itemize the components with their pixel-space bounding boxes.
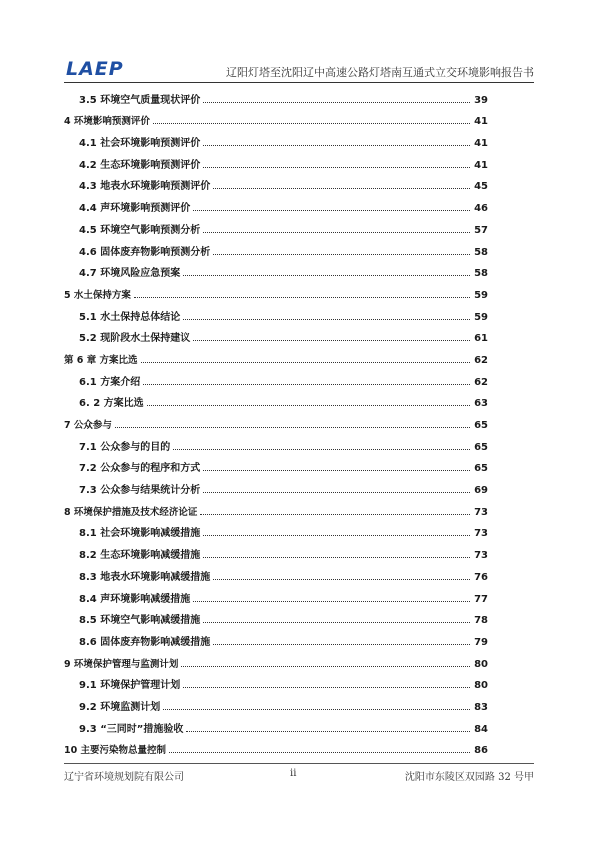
toc-leader-dots [203,622,470,623]
toc-entry-label: 4.2 生态环境影响预测评价 [79,159,201,171]
toc-entry-label: 8.2 生态环境影响减缓措施 [79,550,201,562]
toc-entry[interactable] [64,149,488,171]
toc-leader-dots [141,362,470,363]
toc-entry-label: 8 环境保护措施及技术经济论证 [64,506,198,518]
toc-entry-label: 5 水土保持方案 [64,289,131,301]
toc-entry-page: 41 [474,159,488,171]
toc-entry-label: 8.1 社会环境影响减缓措施 [79,528,201,540]
toc-entry-label: 8.6 固体废弃物影响减缓措施 [79,636,211,648]
toc-leader-dots [203,492,470,493]
toc-leader-dots [213,644,470,645]
toc-leader-dots [173,449,470,450]
toc-entry[interactable] [64,735,488,757]
toc-leader-dots [183,275,470,276]
report-title: 辽阳灯塔至沈阳辽中高速公路灯塔南互通式立交环境影响报告书 [226,66,534,79]
toc-leader-dots [153,123,470,124]
toc-entry-label: 6. 2 方案比选 [79,398,144,410]
toc-entry[interactable] [64,518,488,540]
toc-entry-page: 62 [474,376,488,388]
toc-entry-page: 65 [474,420,488,431]
toc-entry-page: 76 [474,571,488,583]
toc-entry-label: 第 6 章 方案比选 [64,354,138,366]
toc-leader-dots [193,601,470,602]
toc-entry[interactable] [64,366,488,388]
toc-entry-label: 7.2 公众参与的程序和方式 [79,463,201,475]
toc-entry[interactable] [64,605,488,627]
header-divider [64,82,534,83]
toc-leader-dots [186,731,470,732]
toc-entry-label: 4.5 环境空气影响预测分析 [79,224,201,236]
toc-entry[interactable] [64,171,488,193]
toc-entry-page: 39 [474,94,488,106]
toc-entry-label: 7 公众参与 [64,420,112,431]
footer-company: 辽宁省环境规划院有限公司 [64,772,184,783]
toc-entry-label: 8.4 声环境影响减缓措施 [79,593,191,605]
toc-entry-page: 80 [474,680,488,692]
toc-entry-label: 5.1 水土保持总体结论 [79,311,181,323]
toc-leader-dots [200,514,470,515]
toc-entry[interactable] [64,670,488,692]
toc-entry-page: 61 [474,333,488,345]
toc-entry-page: 73 [474,506,488,518]
toc-leader-dots [181,666,470,667]
toc-entry-page: 46 [474,203,488,215]
toc-entry-label: 9.2 环境监测计划 [79,701,161,713]
toc-leader-dots [163,709,470,710]
toc-entry-label: 4 环境影响预测评价 [64,116,150,128]
toc-entry-label: 8.5 环境空气影响减缓措施 [79,615,201,627]
toc-entry-label: 7.1 公众参与的目的 [79,441,171,453]
toc-entry[interactable] [64,106,488,128]
toc-leader-dots [183,687,470,688]
toc-entry-page: 73 [474,528,488,540]
toc-leader-dots [203,535,470,536]
toc-entry-page: 86 [474,745,488,757]
toc-entry-page: 41 [474,116,488,128]
footer-address: 沈阳市东陵区双园路 32 号甲 [404,772,534,783]
toc-entry[interactable] [64,496,488,518]
toc-leader-dots [203,167,470,168]
company-logo: LAEP [66,58,124,80]
toc-leader-dots [213,188,470,189]
toc-entry[interactable] [64,323,488,345]
toc-entry[interactable] [64,713,488,735]
toc-entry-label: 8.3 地表水环境影响减缓措施 [79,571,211,583]
toc-leader-dots [193,340,470,341]
toc-entry-page: 73 [474,550,488,562]
toc-entry-label: 4.7 环境风险应急预案 [79,268,181,280]
toc-entry[interactable] [64,539,488,561]
toc-entry-page: 84 [474,723,488,735]
toc-entry[interactable] [64,127,488,149]
toc-entry-page: 58 [474,246,488,258]
toc-entry-label: 6.1 方案介绍 [79,376,141,388]
toc-leader-dots [147,405,470,406]
toc-entry[interactable] [64,453,488,475]
toc-entry-page: 65 [474,463,488,475]
toc-entry[interactable] [64,214,488,236]
toc-entry-label: 9.3 “三同时”措施验收 [79,723,184,735]
footer-divider [64,763,534,764]
toc-entry-page: 41 [474,138,488,150]
toc-entry[interactable] [64,258,488,280]
table-of-contents [64,84,488,756]
toc-entry[interactable] [64,409,488,431]
toc-leader-dots [203,470,470,471]
toc-entry[interactable] [64,279,488,301]
toc-entry-label: 4.1 社会环境影响预测评价 [79,138,201,150]
toc-entry-page: 77 [474,593,488,605]
toc-leader-dots [115,427,470,428]
toc-entry[interactable] [64,431,488,453]
toc-entry-label: 10 主要污染物总量控制 [64,745,167,757]
toc-entry-label: 9 环境保护管理与监测计划 [64,658,179,670]
toc-entry[interactable] [64,474,488,496]
toc-entry[interactable] [64,301,488,323]
toc-leader-dots [203,232,470,233]
toc-entry-page: 80 [474,658,488,670]
toc-leader-dots [183,319,470,320]
toc-entry[interactable] [64,691,488,713]
toc-entry-page: 69 [474,485,488,497]
toc-entry[interactable] [64,626,488,648]
toc-entry-page: 62 [474,354,488,366]
toc-entry[interactable] [64,388,488,410]
toc-entry[interactable] [64,648,488,670]
toc-entry-page: 58 [474,268,488,280]
toc-entry-label: 3.5 环境空气质量现状评价 [79,94,201,106]
toc-entry-label: 7.3 公众参与结果统计分析 [79,485,201,497]
toc-leader-dots [169,752,470,753]
toc-entry-page: 65 [474,441,488,453]
toc-entry-label: 4.6 固体废弃物影响预测分析 [79,246,211,258]
toc-entry-label: 9.1 环境保护管理计划 [79,680,181,692]
toc-entry[interactable] [64,84,488,106]
page-header [64,56,534,82]
toc-entry[interactable] [64,192,488,214]
toc-entry-page: 79 [474,636,488,648]
toc-leader-dots [203,557,470,558]
toc-leader-dots [203,102,470,103]
toc-entry[interactable] [64,344,488,366]
toc-leader-dots [143,384,470,385]
toc-leader-dots [213,579,470,580]
toc-entry-page: 45 [474,181,488,193]
toc-entry-page: 78 [474,615,488,627]
toc-entry[interactable] [64,583,488,605]
toc-entry-page: 83 [474,701,488,713]
toc-entry-page: 57 [474,224,488,236]
toc-leader-dots [134,297,470,298]
toc-entry[interactable] [64,236,488,258]
toc-leader-dots [213,254,470,255]
toc-leader-dots [193,210,470,211]
toc-entry[interactable] [64,561,488,583]
toc-leader-dots [203,145,470,146]
toc-entry-page: 59 [474,289,488,301]
toc-entry-label: 5.2 现阶段水土保持建议 [79,333,191,345]
page-number: ii [290,768,297,779]
toc-entry-page: 59 [474,311,488,323]
toc-entry-label: 4.3 地表水环境影响预测评价 [79,181,211,193]
toc-entry-label: 4.4 声环境影响预测评价 [79,203,191,215]
toc-entry-page: 63 [474,398,488,410]
